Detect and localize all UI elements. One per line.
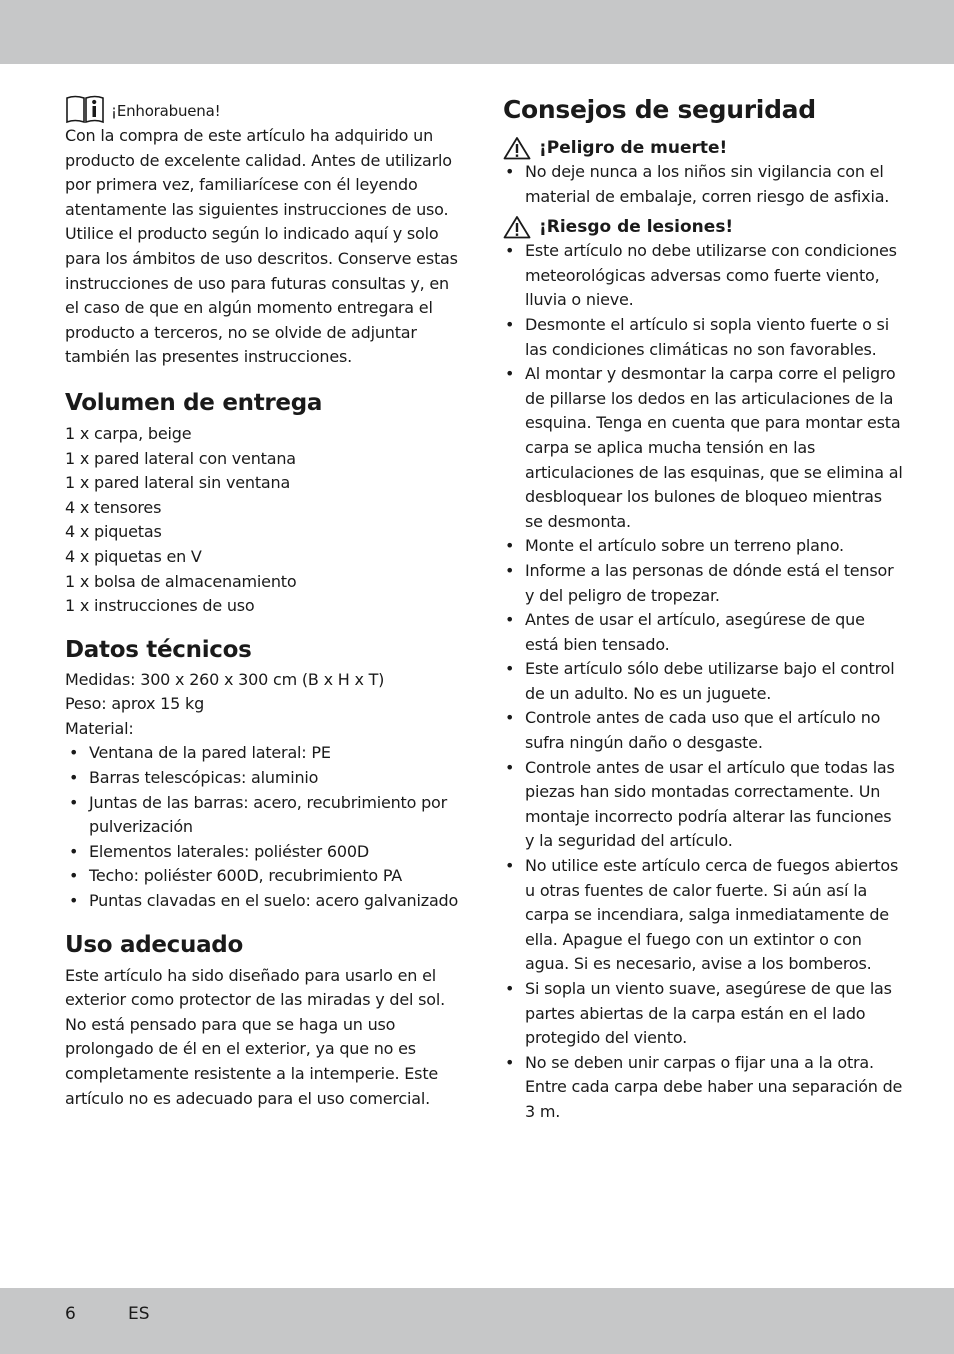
injury-list	[503, 239, 903, 1124]
list-item: • Antes de usar el artículo, asegúrese de que está bien tensado.	[503, 608, 903, 657]
safety-heading: Consejos de seguridad	[503, 95, 816, 124]
list-item: • Juntas de las barras: acero, recubrimiento por pulverización	[67, 791, 460, 840]
header-band	[0, 0, 954, 64]
list-item: • Este artículo sólo debe utilizarse bajo el control de un adulto. No es un juguete.	[503, 657, 903, 706]
list-item: 1 x pared lateral con ventana	[65, 448, 296, 468]
list-item: 1 x carpa, beige	[65, 423, 192, 443]
list-item: • Barras telescópicas: aluminio	[67, 766, 460, 791]
use-paragraph: Este artículo ha sido diseñado para usarlo en el exterior como protector de las miradas y del sol. No está pensado para que se haga un uso prolongado de él en el exterior, ya que no es completamente resistente a la intemperie. Este artículo no es adecuado para el uso comercial.	[65, 965, 445, 1108]
delivery-list	[65, 422, 460, 619]
warning-triangle-icon	[503, 136, 531, 160]
left-column	[65, 94, 460, 1111]
injury-heading	[503, 215, 903, 239]
congrats-text: ¡Enhorabuena!	[111, 102, 221, 121]
danger-list	[503, 160, 903, 209]
list-item: • Puntas clavadas en el suelo: acero galvanizado	[67, 889, 460, 914]
list-item: • No deje nunca a los niños sin vigilancia con el material de embalaje, corren riesgo de asfixia.	[503, 160, 903, 209]
list-item: • Si sopla un viento suave, asegúrese de que las partes abiertas de la carpa están en el lado protegido del viento.	[503, 977, 903, 1051]
tech-line: Medidas: 300 x 260 x 300 cm (B x H x T)	[65, 669, 385, 689]
tech-block	[65, 668, 460, 914]
right-column	[503, 94, 903, 1125]
list-item: • Controle antes de usar el artículo que todas las piezas han sido montadas correctamente. Un montaje incorrecto podría alterar las funciones y la seguridad del artículo.	[503, 756, 903, 854]
language-code: ES	[128, 1304, 150, 1324]
danger-title: ¡Peligro de muerte!	[539, 138, 728, 158]
list-item: • Monte el artículo sobre un terreno plano.	[503, 534, 903, 559]
delivery-heading: Volumen de entrega	[65, 389, 323, 416]
tech-line: Peso: aprox 15 kg	[65, 694, 205, 714]
injury-title: ¡Riesgo de lesiones!	[539, 217, 734, 238]
tech-heading: Datos técnicos	[65, 636, 252, 663]
list-item: • Informe a las personas de dónde está el tensor y del peligro de tropezar.	[503, 559, 903, 608]
list-item: • Al montar y desmontar la carpa corre el peligro de pillarse los dedos en las articulaciones de la esquina. Tenga en cuenta que para montar esta carpa se aplica mucha tensión en las articulaciones de las esquinas, que se elimina al desbloquear los bulones de bloqueo mientras se desmonta.	[503, 362, 903, 534]
list-item: • Desmonte el artículo si sopla viento fuerte o si las condiciones climáticas no son favorables.	[503, 313, 903, 362]
danger-heading	[503, 136, 903, 160]
list-item: • Elementos laterales: poliéster 600D	[67, 840, 460, 865]
page-number: 6	[65, 1304, 76, 1324]
intro-paragraph: Con la compra de este artículo ha adquirido un producto de excelente calidad. Antes de utilizarlo por primera vez, familiarícese con él leyendo atentamente las siguientes instrucciones de uso. Utilice el producto según lo indicado aquí y solo para los ámbitos de uso descritos. Conserve estas instrucciones de uso para futuras consultas y, en el caso de que en algún momento entregara el producto a terceros, no se olvide de adjuntar también las presentes instrucciones.	[65, 126, 458, 367]
list-item: • Ventana de la pared lateral: PE	[67, 741, 460, 766]
info-book-icon	[65, 94, 105, 124]
intro-heading	[65, 94, 460, 124]
list-item: • No se deben unir carpas o fijar una a la otra. Entre cada carpa debe haber una separación de 3 m.	[503, 1051, 903, 1125]
tech-line: Material:	[65, 718, 134, 738]
list-item: 4 x piquetas	[65, 522, 162, 542]
list-item: 1 x instrucciones de uso	[65, 596, 255, 616]
list-item: 1 x bolsa de almacenamiento	[65, 571, 297, 591]
list-item: • No utilice este artículo cerca de fuegos abiertos u otras fuentes de calor fuerte. Si aún así la carpa se incendiara, salga inmediatamente de ella. Apague el fuego con un extintor o con agua. Si es necesario, avise a los bomberos.	[503, 854, 903, 977]
list-item: 4 x tensores	[65, 497, 162, 517]
materials-list	[65, 741, 460, 913]
list-item: 1 x pared lateral sin ventana	[65, 473, 291, 493]
list-item: 4 x piquetas en V	[65, 546, 202, 566]
use-heading: Uso adecuado	[65, 931, 243, 958]
list-item: • Controle antes de cada uso que el artículo no sufra ningún daño o desgaste.	[503, 706, 903, 755]
warning-triangle-icon	[503, 215, 531, 239]
list-item: • Este artículo no debe utilizarse con condiciones meteorológicas adversas como fuerte viento, lluvia o nieve.	[503, 239, 903, 313]
list-item: • Techo: poliéster 600D, recubrimiento PA	[67, 864, 460, 889]
